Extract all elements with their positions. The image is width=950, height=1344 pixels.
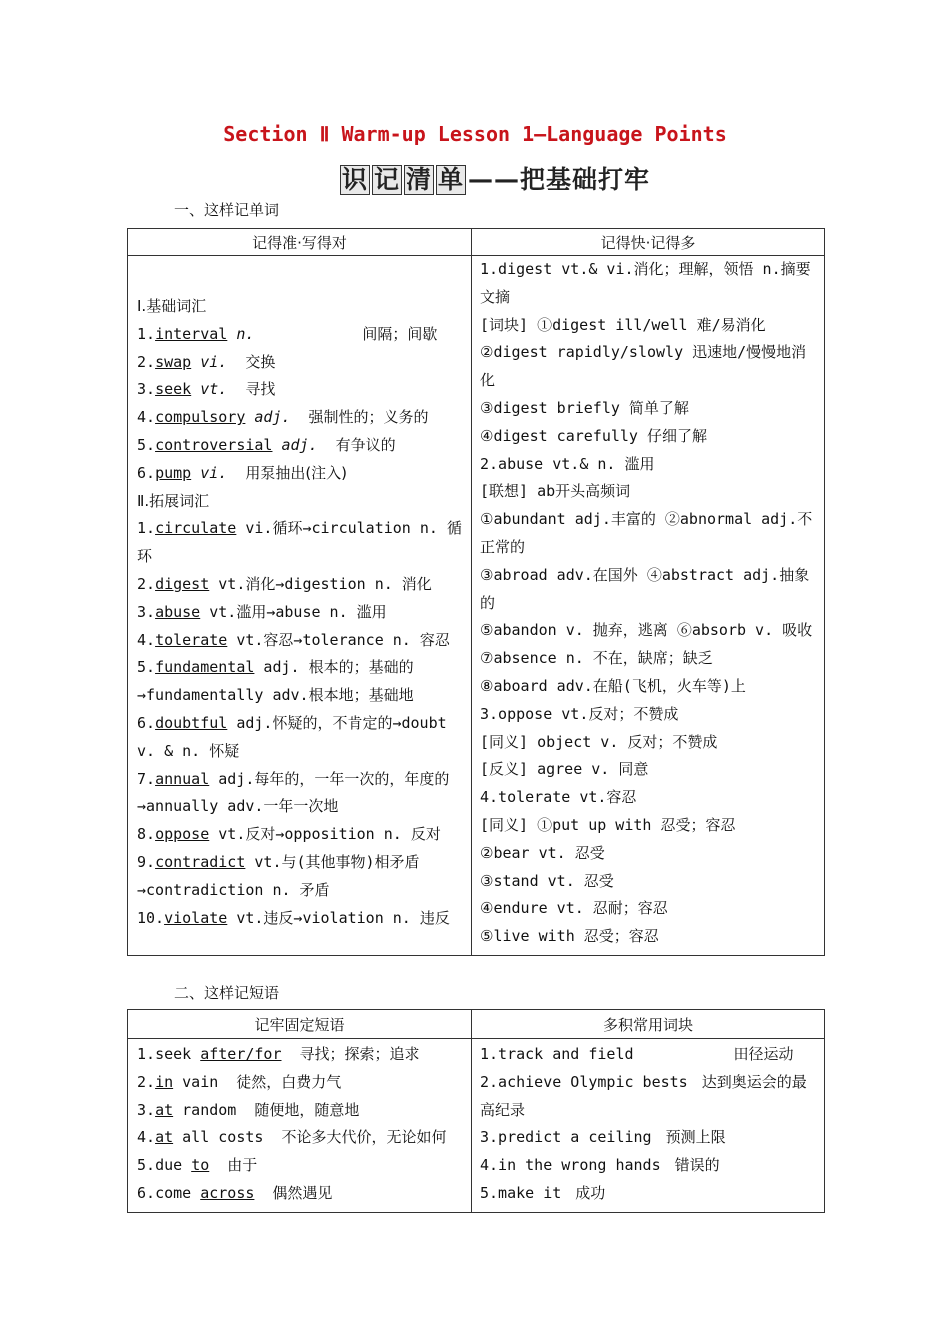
vocab-word: pump [155, 463, 192, 482]
fixed-phrase-row [137, 1124, 465, 1152]
phrase-answer: in [155, 1072, 174, 1091]
memory-tip-line: ③abroad adv.在国外 ④abstract adj.抽象的 [480, 565, 810, 612]
basic-vocab-row [137, 460, 465, 488]
fixed-phrase-row [137, 1180, 465, 1208]
phrase-answer: at [155, 1100, 174, 1119]
memory-tips-list [480, 256, 818, 951]
extended-vocab-row [137, 849, 465, 905]
vocab-word: circulate [155, 519, 237, 538]
memory-tip-line: [词块] ①digest ill/well 难/易消化 [480, 315, 766, 334]
item-number: 4. [137, 408, 156, 427]
item-number: 5. [137, 658, 156, 677]
phrase-meaning: 随便地，随意地 [254, 1100, 360, 1119]
part-of-speech: n. [236, 324, 255, 343]
item-number: 1. [137, 519, 156, 538]
chunk-meaning: 达到奥运会的最高纪录 [480, 1072, 807, 1119]
word-derivation: vt.违反→violation n. 违反 [227, 908, 450, 927]
item-number: 1. [137, 324, 156, 343]
vocab-left-cell [128, 256, 472, 956]
item-number: 4. [137, 630, 156, 649]
vocab-word: abuse [155, 602, 201, 621]
word-derivation: vt.与(其他事物)相矛盾→contradiction n. 矛盾 [137, 852, 420, 899]
basic-vocab-row [137, 321, 465, 349]
word-derivation: vt.消化→digestion n. 消化 [209, 574, 432, 593]
section-heading-phrases: 二、这样记短语 [174, 984, 280, 1002]
memory-tip-line: ③digest briefly 简单了解 [480, 398, 689, 417]
word-chunk-row [480, 1152, 818, 1180]
vocab-word: contradict [155, 852, 246, 871]
extended-vocab-row [137, 627, 465, 655]
extended-vocab-row [137, 821, 465, 849]
memory-tip-line: 1.digest vt.& vi.消化；理解，领悟 n.摘要文摘 [480, 260, 811, 306]
basic-vocab-row [137, 432, 465, 460]
basic-vocab-row [137, 349, 465, 377]
vocab-word: swap [155, 352, 192, 371]
vocab-header-right: 记得快·记得多 [472, 229, 825, 256]
memory-tip-line: [同义] object v. 反对；不赞成 [480, 732, 718, 751]
memory-tip-line: [同义] ①put up with 忍受；容忍 [480, 815, 736, 834]
word-derivation: adj. 根本的；基础的→fundamentally adv.根本地；基础地 [137, 658, 414, 705]
memory-tip-line: [联想] ab开头高频词 [480, 482, 631, 501]
part-of-speech: adj. [281, 435, 318, 454]
chunk-phrase: 4.in the wrong hands [480, 1156, 661, 1175]
phrase-meaning: 偶然遇见 [272, 1183, 333, 1202]
chunk-meaning: 成功 [575, 1183, 606, 1202]
word-chunk-row [480, 1069, 818, 1125]
phrases-header-right: 多积常用词块 [472, 1010, 825, 1039]
item-number: 1. [137, 1045, 156, 1063]
vocab-word: compulsory [155, 408, 246, 427]
phrase-answer: across [200, 1183, 255, 1202]
extended-vocab-row [137, 515, 465, 571]
memory-tip-line: ④digest carefully 仔细了解 [480, 426, 707, 445]
vocab-word: violate [164, 908, 228, 927]
item-number: 9. [137, 852, 156, 871]
memory-tip-line: ④endure vt. 忍耐；容忍 [480, 899, 668, 918]
subtitle-rest: ——把基础打牢 [468, 165, 651, 194]
memory-tip-line: ②digest rapidly/slowly 迅速地/慢慢地消化 [480, 343, 807, 390]
word-meaning: 间隔；间歇 [362, 324, 438, 343]
word-derivation: vt.反对→opposition n. 反对 [209, 825, 441, 844]
subtitle-box-char: 清 [405, 165, 432, 194]
vocab-word: controversial [155, 435, 273, 454]
fixed-phrase-row [137, 1152, 465, 1180]
item-number: 2. [137, 574, 156, 593]
fixed-phrases-list [137, 1041, 465, 1208]
item-number: 4. [137, 1128, 156, 1147]
extended-vocab-title: Ⅱ.拓展词汇 [137, 491, 210, 510]
chunk-phrase: 5.make it [480, 1183, 562, 1202]
word-chunk-row [480, 1180, 818, 1208]
item-number: 3. [137, 602, 156, 621]
item-number: 6. [137, 463, 156, 482]
memory-tip-line: ②bear vt. 忍受 [480, 843, 605, 862]
phrase-prefix: come [155, 1183, 201, 1202]
phrases-left-cell [128, 1039, 472, 1213]
part-of-speech: vi. [200, 463, 228, 482]
extended-vocab-row [137, 571, 465, 599]
word-chunks-list [480, 1041, 818, 1208]
item-number: 6. [137, 713, 156, 732]
vocab-right-cell [472, 256, 825, 956]
word-meaning: 寻找 [245, 380, 276, 399]
vocab-word: fundamental [155, 658, 255, 677]
memory-tip-line: 2.abuse vt.& n. 滥用 [480, 454, 655, 473]
part-of-speech: vt. [200, 380, 228, 399]
extended-vocab-row [137, 654, 465, 710]
vocab-word: digest [155, 574, 210, 593]
phrase-meaning: 不论多大代价，无论如何 [281, 1128, 447, 1147]
vocabulary-table [127, 228, 825, 956]
word-meaning: 交换 [245, 352, 276, 371]
vocab-word: doubtful [155, 713, 228, 732]
subtitle-box-char: 单 [438, 165, 465, 194]
chunk-meaning: 预测上限 [665, 1128, 726, 1147]
basic-vocab-list [137, 321, 465, 488]
word-chunk-row [480, 1041, 818, 1069]
phrase-meaning: 徒然，白费力气 [236, 1072, 342, 1091]
item-number: 2. [137, 352, 156, 371]
vocab-word: tolerate [155, 630, 228, 649]
vocab-header-left: 记得准·写得对 [128, 229, 472, 256]
phrase-suffix: all costs [173, 1128, 264, 1147]
phrases-table [127, 1009, 825, 1213]
basic-vocab-row [137, 404, 465, 432]
word-derivation: vt.滥用→abuse n. 滥用 [200, 602, 387, 621]
phrase-answer: at [155, 1128, 174, 1147]
vocab-word: oppose [155, 825, 210, 844]
chunk-meaning: 错误的 [674, 1156, 720, 1175]
item-number: 2. [137, 1072, 156, 1091]
phrase-meaning: 寻找；探索；追求 [299, 1045, 420, 1063]
fixed-phrase-row [137, 1041, 465, 1069]
word-derivation: adj.怀疑的，不肯定的→doubt v. & n. 怀疑 [137, 713, 447, 760]
phrase-prefix: due [155, 1156, 192, 1175]
item-number: 7. [137, 769, 156, 788]
memory-tip-line: 4.tolerate vt.容忍 [480, 788, 637, 807]
item-number: 6. [137, 1183, 156, 1202]
word-chunk-row [480, 1124, 818, 1152]
phrase-answer: to [191, 1156, 210, 1175]
word-derivation: vt.容忍→tolerance n. 容忍 [227, 630, 450, 649]
item-number: 10. [137, 908, 165, 927]
memory-tip-line: ①abundant adj.丰富的 ②abnormal adj.不正常的 [480, 510, 813, 556]
word-meaning: 有争议的 [335, 435, 396, 454]
chunk-meaning: 田径运动 [733, 1045, 794, 1063]
item-number: 3. [137, 380, 156, 399]
fixed-phrase-row [137, 1097, 465, 1125]
extended-vocab-list [137, 515, 465, 932]
extended-vocab-row [137, 710, 465, 766]
vocab-word: seek [155, 380, 192, 399]
fixed-phrase-row [137, 1069, 465, 1097]
item-number: 5. [137, 1156, 156, 1175]
phrase-suffix: vain [173, 1072, 219, 1091]
basic-vocab-title: Ⅰ.基础词汇 [137, 297, 207, 315]
memory-tip-line: ⑧aboard adv.在船(飞机，火车等)上 [480, 676, 746, 695]
subtitle [0, 160, 950, 196]
word-meaning: 强制性的；义务的 [308, 408, 429, 427]
subtitle-box-char: 识 [341, 165, 368, 194]
section-heading-words: 一、这样记单词 [174, 201, 280, 219]
memory-tip-line: ⑦absence n. 不在，缺席；缺乏 [480, 649, 713, 668]
basic-vocab-row [137, 376, 465, 404]
part-of-speech: adj. [254, 408, 291, 427]
memory-tip-line: 3.oppose vt.反对；不赞成 [480, 704, 679, 723]
phrase-answer: after/for [200, 1045, 282, 1063]
vocab-word: interval [155, 324, 228, 343]
item-number: 8. [137, 825, 156, 844]
phrases-header-left: 记牢固定短语 [128, 1010, 472, 1039]
phrases-right-cell [472, 1039, 825, 1213]
word-derivation: vi.循环→circulation n. 循环 [137, 519, 462, 566]
word-derivation: adj.每年的，一年一次的，年度的→annually adv.一年一次地 [137, 769, 450, 816]
phrase-meaning: 由于 [227, 1156, 258, 1175]
item-number: 5. [137, 435, 156, 454]
memory-tip-line: ⑤live with 忍受；容忍 [480, 927, 659, 946]
chunk-phrase: 2.achieve Olympic bests [480, 1072, 688, 1091]
phrase-suffix: random [173, 1100, 237, 1119]
part-of-speech: vi. [200, 352, 228, 371]
extended-vocab-row [137, 766, 465, 822]
vocab-word: annual [155, 769, 210, 788]
phrase-prefix: seek [155, 1045, 201, 1063]
chunk-phrase: 3.predict a ceiling [480, 1128, 652, 1147]
memory-tip-line: [反义] agree v. 同意 [480, 760, 649, 779]
word-meaning: 用泵抽出(注入) [245, 463, 348, 482]
chunk-phrase: 1.track and field [480, 1045, 634, 1063]
extended-vocab-row [137, 905, 465, 933]
page-title: Section Ⅱ Warm-up Lesson 1—Language Points [223, 122, 727, 146]
memory-tip-line: ⑤abandon v. 抛弃，逃离 ⑥absorb v. 吸收 [480, 621, 813, 640]
memory-tip-line: ③stand vt. 忍受 [480, 871, 614, 890]
extended-vocab-row [137, 599, 465, 627]
subtitle-box-char: 记 [373, 165, 400, 194]
item-number: 3. [137, 1100, 156, 1119]
